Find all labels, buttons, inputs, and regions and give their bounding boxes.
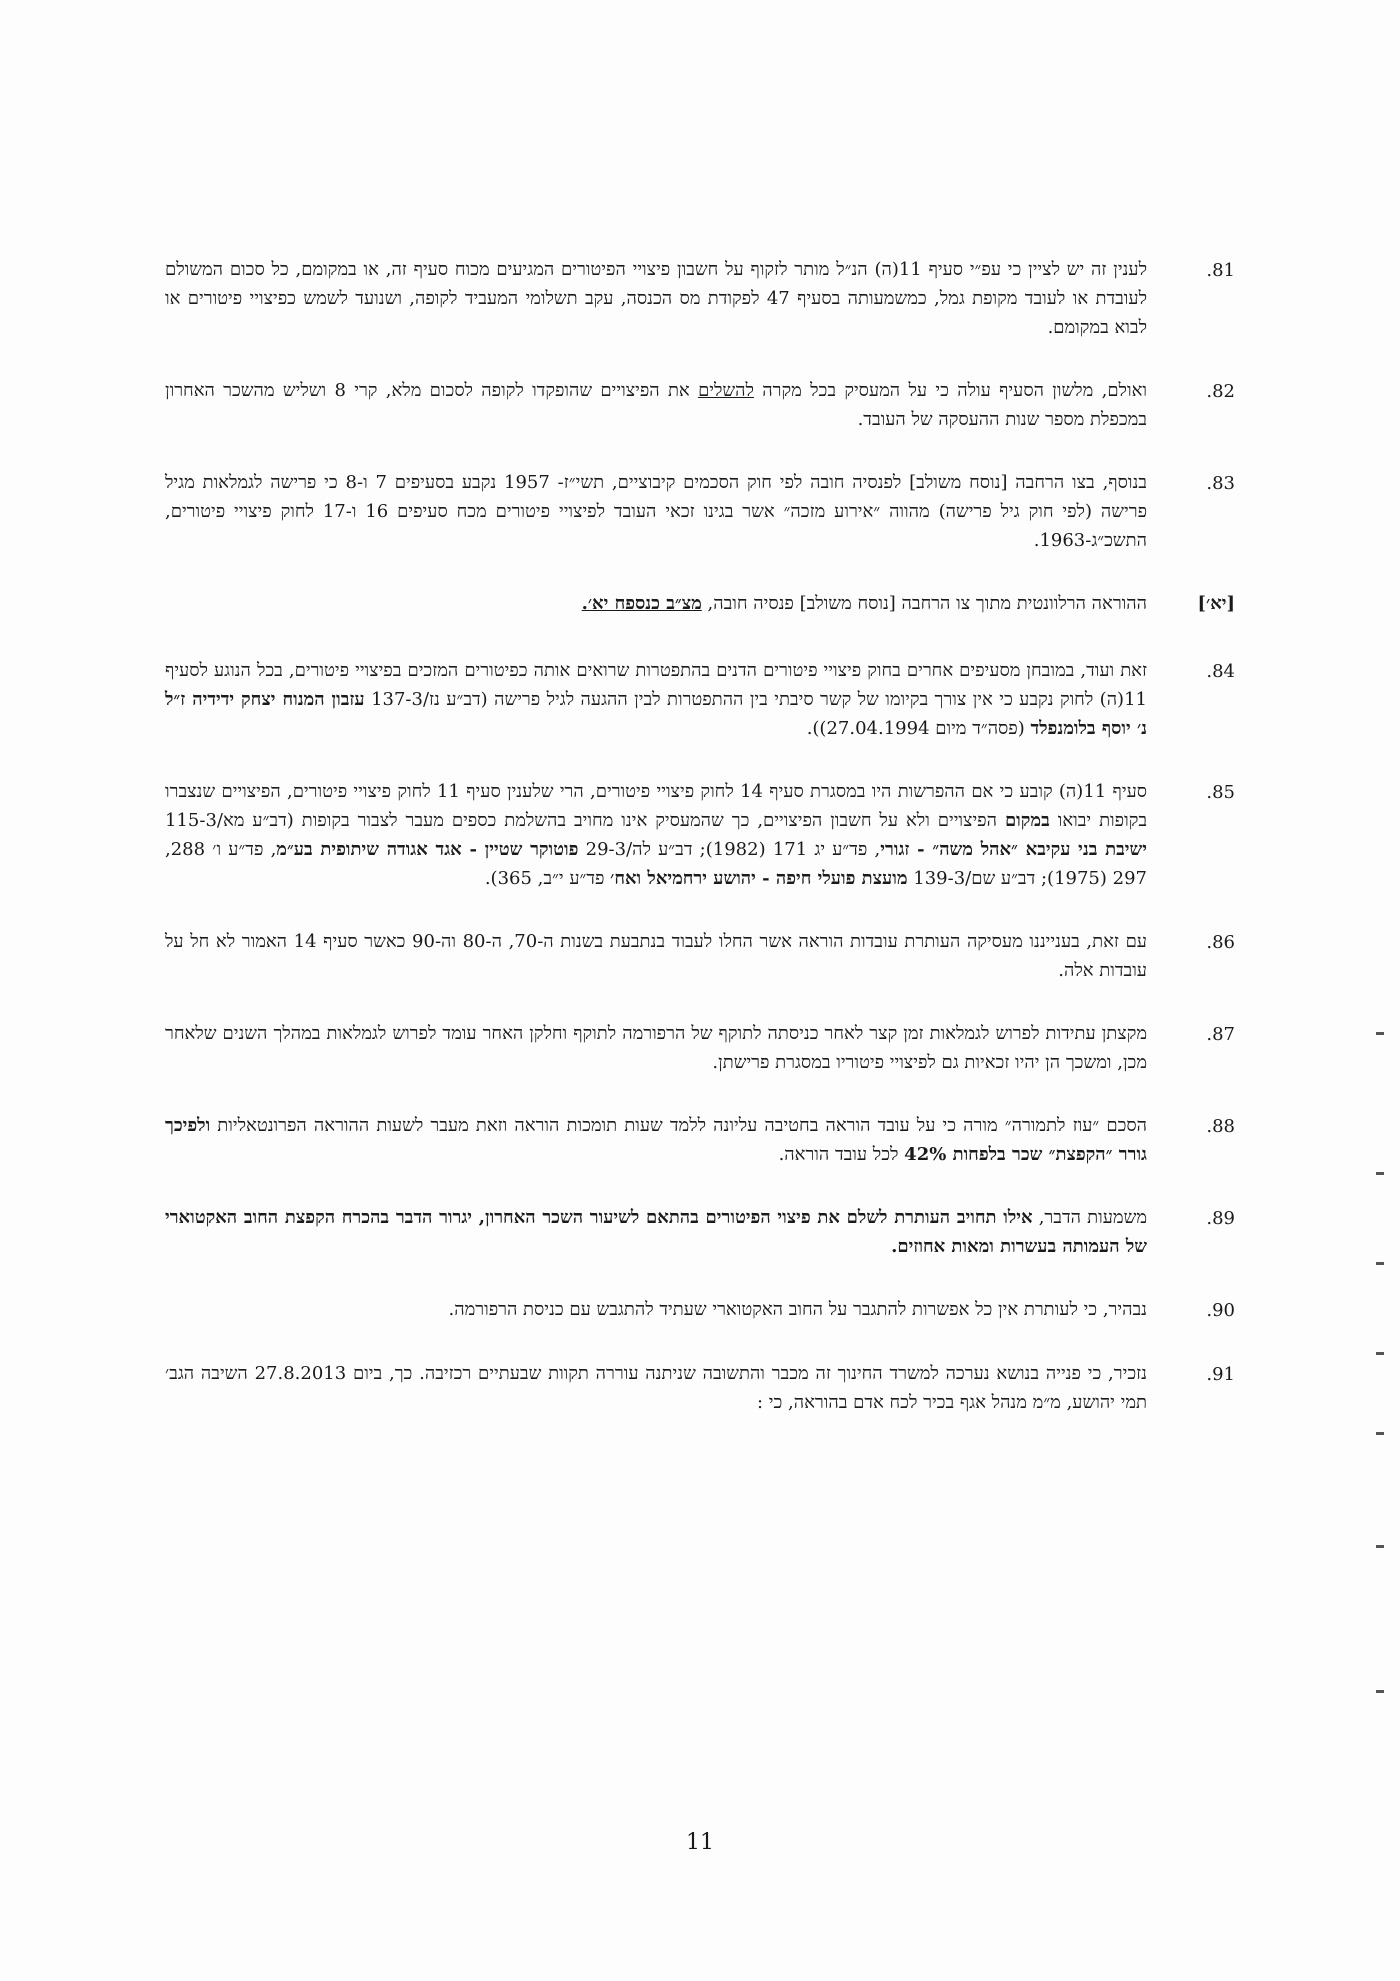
numbered-paragraph bbox=[165, 927, 1235, 985]
paragraph-text bbox=[165, 468, 1165, 555]
numbered-paragraph bbox=[165, 1019, 1235, 1077]
numbered-paragraph bbox=[165, 1203, 1235, 1261]
bold-text: במקום bbox=[1004, 810, 1050, 831]
text-run: מקצתן עתידות לפרוש לגמלאות זמן קצר לאחר כניסתה לתוקף של הרפורמה לתוקף וחלקן האחר עומד לפרוש לגמלאות במהלך השנים שלאחר מכן, ומשכך הן יהיו זכאיות גם לפיצויי פיטוריו במסגרת פרישתן. bbox=[165, 1023, 1147, 1073]
paragraph-text bbox=[165, 656, 1165, 743]
text-run: פד״ע י״ב, 365). bbox=[484, 868, 611, 889]
text-run: , פד״ע יג 171 (1982); דב״ע לה/29-3 bbox=[578, 839, 881, 860]
paragraph-number: .81 bbox=[1206, 260, 1235, 281]
paragraph-text bbox=[165, 1359, 1165, 1417]
heading-text-run: ההוראה הרלוונטית מתוך צו הרחבה [נוסח משולב] פנסיה חובה, bbox=[701, 593, 1147, 614]
paragraph-text bbox=[165, 1019, 1165, 1077]
annex-reference: מצ״ב כנספח יא׳. bbox=[581, 593, 702, 614]
paragraph-text bbox=[165, 777, 1165, 893]
text-run: משמעות הדבר, bbox=[1032, 1207, 1147, 1228]
section-marker: [יא׳] bbox=[1197, 593, 1235, 614]
bold-text: ולפיכך גורר ״הקפצת״ שכר בלפחות 42% bbox=[165, 1115, 1147, 1165]
numbered-paragraph bbox=[165, 376, 1235, 434]
scan-margin-mark bbox=[1376, 1545, 1384, 1548]
text-run: , פד״ע ו׳ 288, 297 (1975); דב״ע שם/139-3 bbox=[165, 839, 1147, 889]
text-run: הסכם ״עוז לתמורה״ מורה כי על עובד הוראה בחטיבה עליונה ללמד שעות תומכות הוראה וזאת מעבר לשעות ההוראה הפרונטאליות bbox=[210, 1115, 1147, 1136]
bold-text: ישיבת בני עקיבא ״אהל משה״ - זגורי bbox=[880, 839, 1147, 860]
paragraph-text bbox=[165, 1203, 1165, 1261]
scan-margin-mark bbox=[1376, 1032, 1384, 1035]
text-run: זאת ועוד, במובחן מסעיפים אחרים בחוק פיצויי פיטורים הדנים בהתפטרות שרואים אותה כפיטורים המזכים בפיצויי פיטורים, בכל הנוגע לסעיף 11(ה) לחוק נקבע כי אין צורך בקיומו של קשר סיבתי בין ההתפטרות לבין ההגעה לגיל פרישה (דב״ע נז/137-3 bbox=[165, 660, 1147, 710]
paragraph-number: .87 bbox=[1206, 1024, 1235, 1045]
scan-margin-mark bbox=[1376, 1690, 1384, 1693]
text-run: לענין זה יש לציין כי עפ״י סעיף 11(ה) הנ״ל מותר לזקוף על חשבון פיצויי הפיטורים המגיעים מכוח סעיף זה, או במקומם, כל סכום המשולם לעובדת או לעובד מקופת גמל, כמשמעותה בסעיף 47 לפקודת מס הכנסה, עקב תשלומי המעביד לקופה, ושנועד לשמש כפיצויי פיטורים או לבוא במקומם. bbox=[165, 259, 1147, 338]
scan-margin-mark bbox=[1376, 1262, 1384, 1265]
paragraph-text bbox=[165, 1295, 1165, 1324]
bold-text: פוטוקר שטיין - אגד אגודה שיתופית בע״מ bbox=[276, 839, 579, 860]
paragraph-number: .86 bbox=[1206, 932, 1235, 953]
text-run: בנוסף, בצו הרחבה [נוסח משולב] לפנסיה חובה לפי חוק הסכמים קיבוציים, תשי״ז- 1957 נקבע בסעיפים 7 ו-8 כי פרישה לגמלאות מגיל פרישה (לפי חוק גיל פרישה) מהווה ״אירוע מזכה״ אשר בגינו זכאי העובד לפיצויי פיטורים מכח סעיפים 16 ו-17 לחוק פיצויי פיטורים, התשכ״ג-1963. bbox=[165, 472, 1147, 551]
paragraph-number: .82 bbox=[1206, 381, 1235, 402]
paragraph-text bbox=[165, 927, 1165, 985]
document-body bbox=[165, 255, 1235, 1451]
text-run: נבהיר, כי לעותרת אין כל אפשרות להתגבר על החוב האקטוארי שעתיד להתגבש עם כניסת הרפורמה. bbox=[448, 1299, 1147, 1320]
text-run: נזכיר, כי פנייה בנושא נערכה למשרד החינוך זה מכבר והתשובה שניתנה עוררה תקוות שבעתיים רכזיבה. כך, ביום 27.8.2013 השיבה הגב׳ תמי יהושע, מ״מ מנהל אגף בכיר לכח אדם בהוראה, כי : bbox=[165, 1363, 1147, 1413]
underlined-text: להשלים bbox=[698, 380, 754, 401]
bold-text: עזבון המנוח יצחק ידידיה ז״ל נ׳ יוסף בלומנפלד bbox=[165, 689, 1147, 739]
numbered-paragraph bbox=[165, 777, 1235, 893]
paragraph-number: .90 bbox=[1206, 1300, 1235, 1321]
scan-margin-mark bbox=[1376, 1352, 1384, 1355]
section-heading-text bbox=[582, 589, 1165, 618]
section-heading bbox=[165, 589, 1235, 618]
numbered-paragraph bbox=[165, 1295, 1235, 1325]
text-run: (פסה״ד מיום 27.04.1994)). bbox=[806, 718, 1031, 739]
paragraph-number: .83 bbox=[1206, 473, 1235, 494]
text-run: את הפיצויים שהופקדו לקופה לסכום מלא, קרי 8 ושליש מהשכר האחרון במכפלת מספר שנות ההעסקה של העובד. bbox=[165, 380, 1147, 430]
text-run: ואולם, מלשון הסעיף עולה כי על המעסיק בכל מקרה bbox=[753, 380, 1147, 401]
text-run: לכל עובד הוראה. bbox=[778, 1144, 905, 1165]
page-number: 11 bbox=[686, 1830, 714, 1855]
numbered-paragraph bbox=[165, 1111, 1235, 1169]
bold-text: אילו תחויב העותרת לשלם את פיצוי הפיטורים בהתאם לשיעור השכר האחרון, יגרור הדבר בהכרח הקפצת החוב האקטוארי של העמותה בעשרות ומאות אחוזים. bbox=[165, 1207, 1147, 1257]
paragraph-number: .91 bbox=[1206, 1364, 1235, 1385]
scan-margin-mark bbox=[1376, 1172, 1384, 1175]
paragraph-number: .89 bbox=[1206, 1208, 1235, 1229]
numbered-paragraph bbox=[165, 656, 1235, 743]
text-run: עם זאת, בענייננו מעסיקה העותרת עובדות הוראה אשר החלו לעבוד בנתבעת בשנות ה-70, ה-80 וה-90 כאשר סעיף 14 האמור לא חל על עובדות אלה. bbox=[165, 931, 1147, 981]
numbered-paragraph bbox=[165, 468, 1235, 555]
paragraph-text bbox=[165, 376, 1165, 434]
text-run: הפיצויים ולא על חשבון הפיצויים, כך שהמעסיק אינו מחויב בהשלמת כספים מעבר לצבור בקופות (דב״ע מא/115-3 bbox=[165, 810, 1005, 831]
paragraph-number: .84 bbox=[1206, 661, 1235, 682]
paragraph-number: .88 bbox=[1206, 1116, 1235, 1137]
bold-text: מועצת פועלי חיפה - יהושע ירחמיאל ואח׳ bbox=[610, 868, 908, 889]
numbered-paragraph bbox=[165, 255, 1235, 342]
paragraph-number: .85 bbox=[1206, 782, 1235, 803]
paragraph-text bbox=[165, 1111, 1165, 1169]
text-run: סעיף 11(ה) קובע כי אם ההפרשות היו במסגרת סעיף 14 לחוק פיצויי פיטורים, הרי שלענין סעיף 11 לחוק פיצויי פיטורים, הפיצויים שנצברו בקופות יבואו bbox=[165, 781, 1148, 831]
scan-margin-mark bbox=[1376, 1432, 1384, 1435]
paragraph-text bbox=[165, 255, 1165, 342]
numbered-paragraph bbox=[165, 1359, 1235, 1417]
